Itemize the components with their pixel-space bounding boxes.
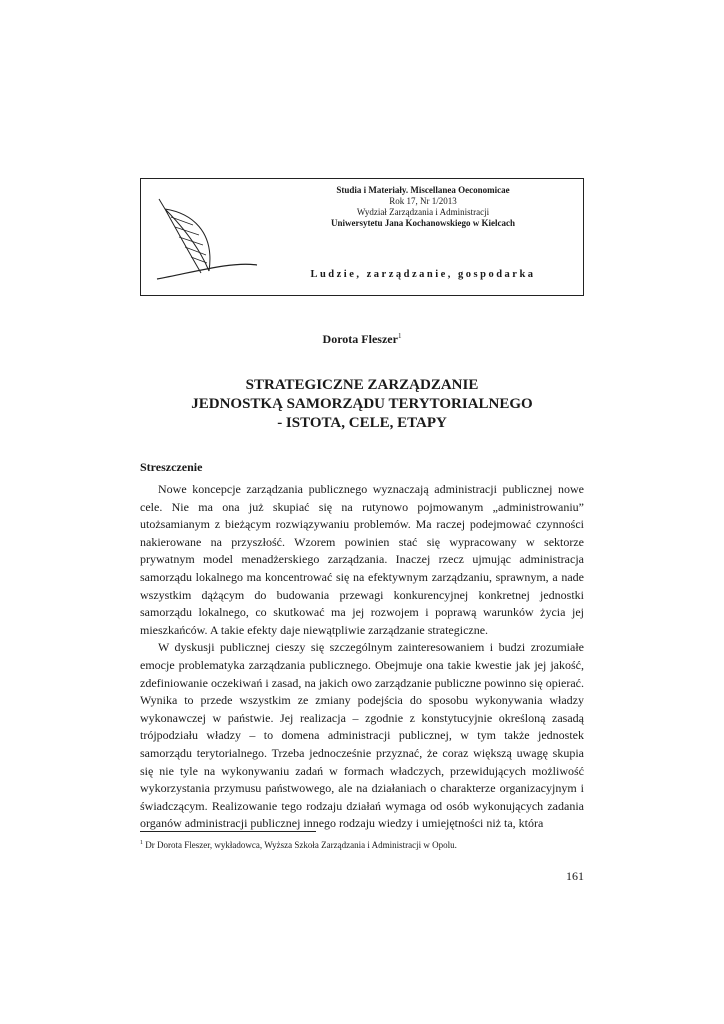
journal-header-box <box>140 178 584 296</box>
paragraph: Nowe koncepcje zarządzania publicznego wyznaczają administracji publicznej nowe cele. Nie ma ona już skupiać się na rutynowo pojmowanym „administrowaniu” utożsamianym z bieżącym rozwiązywaniu problemów. Ma raczej podejmować czynności nakierowane na przyszłość. Wzorem powinien stać się wypracowany w sektorze prywatnym model menadżerskiego zarządzania. Inaczej rzecz ujmując administracja samorządu lokalnego ma koncentrować się na efektywnym zarządzaniu, sprawnym, a nade wszystkim dążącym do budowania przewagi konkurencyjnej konkretnej jednostki samorządu lokalnego, co skutkować ma jej rozwojem i poprawą warunków życia jej mieszkańców. A takie efekty daje niewątpliwie zarządzanie strategiczne. <box>140 482 584 637</box>
author-line <box>0 332 724 347</box>
journal-info <box>271 185 575 229</box>
journal-university: Uniwersytetu Jana Kochanowskiego w Kielcach <box>331 218 515 228</box>
page-number: 161 <box>566 869 584 883</box>
footnote-mark: 1 <box>140 840 143 846</box>
journal-faculty: Wydział Zarządzania i Administracji <box>356 207 490 217</box>
journal-issue: Rok 17, Nr 1/2013 <box>389 196 457 206</box>
footnote <box>140 840 584 850</box>
author-name: Dorota Fleszer <box>322 332 398 346</box>
title-line-2: JEDNOSTKĄ SAMORZĄDU TERYTORIALNEGO <box>191 396 533 412</box>
quill-icon <box>151 187 261 287</box>
article-title <box>0 376 724 433</box>
abstract-heading: Streszczenie <box>140 460 203 474</box>
journal-series: Ludzie, zarządzanie, gospodarka <box>310 269 536 280</box>
title-line-1: STRATEGICZNE ZARZĄDZANIE <box>245 377 479 393</box>
journal-title: Studia i Materiały. Miscellanea Oeconomicae <box>336 185 510 195</box>
abstract-body <box>140 481 584 833</box>
author-footnote-mark: 1 <box>397 332 402 340</box>
footnote-text: Dr Dorota Fleszer, wykładowca, Wyższa Szkoła Zarządzania i Administracji w Opolu. <box>145 840 457 850</box>
title-line-3: - ISTOTA, CELE, ETAPY <box>277 415 447 431</box>
paragraph: W dyskusji publicznej cieszy się szczególnym zainteresowaniem i budzi zrozumiałe emocje problematyka zarządzania publicznego. Obejmuje ona takie kwestie jak jej jakość, zdefiniowanie oczekiwań i zasad, na jakich owo zarządzanie publiczne powinno się opierać. Wynika to przede wszystkim ze zmiany podejścia do sposobu wykonywania władzy wykonawczej w państwie. Jej realizacja – zgodnie z konstytucyjnie określoną zasadą trójpodziału władzy – to domena administracji publicznej, w tym także jednostek samorządu terytorialnego. Trzeba jednocześnie przyznać, że coraz większą uwagę skupia się nie tyle na wykonywaniu zadań w formach władczych, przewidujących możliwość wykorzystania przymusu państwowego, ale na działaniach o charakterze organizacyjnym i świadczącym. Realizowanie tego rodzaju działań wymaga od osób wykonujących zadania organów administracji publicznej innego rodzaju wiedzy i umiejętności niż ta, która <box>140 640 584 831</box>
footnote-divider <box>140 831 316 832</box>
